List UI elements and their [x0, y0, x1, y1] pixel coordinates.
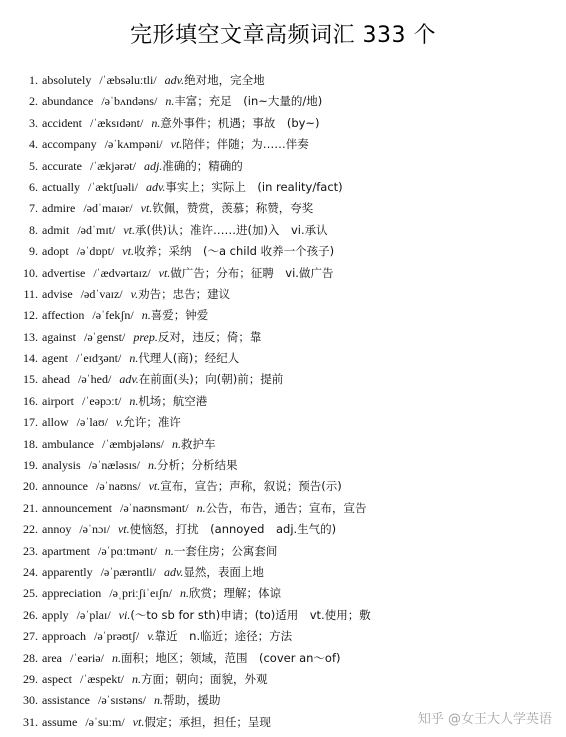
entry-part-of-speech: v.: [115, 415, 124, 430]
entry-number: 28.: [23, 650, 38, 665]
entry-phonetic: /əˈpɑːtmənt/: [97, 543, 157, 558]
entry-part-of-speech: vt.: [117, 522, 130, 537]
entry-number: 31.: [23, 714, 38, 729]
entry-definition: 一套住房；公寓套间: [173, 543, 278, 558]
entry-part-of-speech: adv.: [145, 179, 166, 194]
entry-phonetic: /əˈsuːm/: [85, 714, 125, 729]
entry-phonetic: /ˈeɪdʒənt/: [76, 351, 122, 366]
vocab-entry: [0, 220, 566, 241]
vocabulary-list: [0, 70, 566, 733]
entry-part-of-speech: n.: [141, 308, 151, 323]
entry-word: assistance: [42, 693, 90, 708]
entry-part-of-speech: adv.: [119, 372, 139, 387]
vocab-entry: [0, 648, 566, 669]
entry-part-of-speech: n.: [151, 115, 161, 130]
vocab-entry: [0, 91, 566, 112]
entry-part-of-speech: vt.: [170, 137, 183, 152]
vocab-entry: [0, 626, 566, 647]
entry-definition: 代理人(商)；经纪人: [138, 351, 240, 366]
entry-part-of-speech: n.: [153, 693, 163, 708]
entry-number: 11.: [23, 286, 38, 301]
vocab-entry: [0, 476, 566, 497]
entry-number: 27.: [23, 629, 38, 644]
entry-definition: 方面；朝向；面貌，外观: [140, 671, 268, 686]
entry-phonetic: /ˈækjərət/: [89, 158, 136, 173]
entry-part-of-speech: n.: [148, 458, 157, 473]
entry-definition: (～to sb for sth)申请；(to)适用 vt.使用；敷: [130, 607, 371, 622]
entry-definition: 准确的；精确的: [162, 158, 243, 173]
vocab-entry: [0, 113, 566, 134]
entry-phonetic: /ədˈmɪt/: [77, 222, 116, 237]
entry-number: 2.: [29, 94, 38, 109]
entry-definition: 显然，表面上地: [183, 564, 264, 579]
entry-definition: 公告，布告，通告；宣布，宣告: [205, 500, 367, 515]
entry-word: against: [42, 329, 76, 344]
entry-part-of-speech: n.: [196, 500, 206, 515]
entry-phonetic: /əˌpriːʃiˈeɪʃn/: [109, 586, 172, 601]
entry-word: announce: [42, 479, 88, 494]
entry-part-of-speech: prep.: [133, 329, 158, 344]
entry-phonetic: /ˈæbsəluːtli/: [99, 73, 157, 87]
entry-word: announcement: [42, 500, 112, 515]
entry-definition: 靠近 n.临近；途径；方法: [154, 629, 293, 644]
entry-phonetic: /ədˈvaɪz/: [80, 286, 123, 301]
entry-number: 29.: [23, 671, 38, 686]
entry-part-of-speech: vt.: [158, 265, 171, 280]
entry-definition: 收养；采纳 (～a child 收养一个孩子): [133, 244, 335, 259]
entry-word: adopt: [42, 244, 69, 259]
entry-word: admire: [42, 201, 76, 216]
entry-definition: 做广告；分布；征聘 vi.做广告: [170, 265, 334, 280]
entry-part-of-speech: n.: [179, 586, 189, 601]
entry-part-of-speech: vt.: [123, 222, 135, 237]
entry-number: 9.: [29, 244, 38, 259]
vocab-entry: [0, 669, 566, 690]
entry-number: 12.: [23, 308, 38, 323]
entry-word: abundance: [42, 94, 94, 109]
entry-number: 22.: [23, 522, 38, 537]
entry-part-of-speech: vi.: [118, 607, 131, 622]
entry-word: actually: [42, 179, 80, 194]
entry-number: 24.: [23, 564, 38, 579]
entry-number: 5.: [29, 158, 38, 173]
entry-number: 6.: [29, 179, 38, 194]
vocab-entry: [0, 519, 566, 540]
vocab-entry: [0, 70, 566, 91]
entry-word: admit: [42, 222, 70, 237]
vocab-entry: [0, 498, 566, 519]
vocab-entry: [0, 348, 566, 369]
entry-phonetic: /ˈæktʃuəli/: [87, 179, 138, 194]
entry-number: 13.: [23, 329, 38, 344]
vocab-entry: [0, 156, 566, 177]
entry-phonetic: /ˈæspekt/: [79, 671, 124, 686]
entry-number: 3.: [29, 115, 38, 130]
vocab-entry: [0, 434, 566, 455]
entry-definition: 在前面(头)；向(朝)前；提前: [138, 372, 284, 387]
vocab-entry: [0, 391, 566, 412]
entry-number: 23.: [23, 543, 38, 558]
entry-word: assume: [42, 714, 78, 729]
vocab-entry: [0, 455, 566, 476]
entry-phonetic: /əˈfekʃn/: [92, 308, 134, 323]
entry-word: agent: [42, 351, 68, 366]
entry-word: accompany: [42, 137, 97, 152]
entry-definition: 喜爱；钟爱: [150, 308, 209, 323]
vocab-entry: [0, 327, 566, 348]
entry-number: 4.: [29, 137, 38, 152]
entry-word: annoy: [42, 522, 72, 537]
vocab-entry: [0, 583, 566, 604]
entry-word: advise: [42, 286, 73, 301]
entry-word: ambulance: [42, 436, 94, 451]
entry-definition: 反对，违反；倚；靠: [157, 329, 262, 344]
entry-phonetic: /ədˈmaɪər/: [83, 201, 133, 216]
entry-number: 30.: [23, 693, 38, 708]
entry-part-of-speech: adj.: [143, 158, 163, 173]
entry-phonetic: /əˈnaʊnsmənt/: [119, 500, 189, 515]
entry-phonetic: /əˈbʌndəns/: [101, 94, 158, 109]
entry-word: appreciation: [42, 586, 102, 601]
entry-part-of-speech: adv.: [164, 73, 185, 87]
entry-number: 10.: [23, 265, 38, 280]
vocab-entry: [0, 134, 566, 155]
entry-phonetic: /ˈæmbjələns/: [101, 436, 164, 451]
entry-number: 18.: [23, 436, 38, 451]
entry-phonetic: /əˈpærəntli/: [100, 564, 156, 579]
vocab-entry: [0, 241, 566, 262]
entry-part-of-speech: v.: [130, 286, 139, 301]
entry-word: approach: [42, 629, 86, 644]
vocab-entry: [0, 605, 566, 626]
entry-word: apply: [42, 607, 69, 622]
entry-word: airport: [42, 393, 74, 408]
watermark: 知乎 @女王大人学英语: [417, 712, 552, 727]
entry-part-of-speech: vt.: [140, 201, 153, 216]
entry-definition: 欣赏；理解；体谅: [188, 586, 281, 601]
entry-definition: 绝对地，完全地: [184, 73, 265, 87]
entry-phonetic: /əˈdɒpt/: [76, 244, 115, 259]
entry-word: affection: [42, 308, 85, 323]
entry-phonetic: /ˈædvərtaɪz/: [93, 265, 151, 280]
entry-definition: 陪伴；伴随；为……伴奏: [182, 137, 309, 152]
entry-part-of-speech: n.: [171, 436, 181, 451]
entry-part-of-speech: n.: [164, 543, 174, 558]
entry-word: accident: [42, 115, 82, 130]
entry-definition: 机场；航空港: [138, 393, 208, 408]
entry-definition: 假定；承担，担任；呈现: [144, 714, 271, 729]
vocab-entry: [0, 263, 566, 284]
entry-word: absolutely: [42, 73, 92, 87]
vocab-entry: [0, 369, 566, 390]
entry-phonetic: /əˈnæləsɪs/: [88, 458, 140, 473]
entry-number: 20.: [23, 479, 38, 494]
entry-number: 7.: [29, 201, 38, 216]
entry-word: allow: [42, 415, 69, 430]
entry-word: ahead: [42, 372, 70, 387]
entry-number: 26.: [23, 607, 38, 622]
entry-definition: 使恼怒，打扰 (annoyed adj.生气的): [129, 522, 337, 537]
vocab-entry: [0, 412, 566, 433]
page-title: 完形填空文章高频词汇 333 个: [130, 23, 436, 48]
entry-word: accurate: [42, 158, 82, 173]
entry-word: advertise: [42, 265, 86, 280]
entry-definition: 分析；分析结果: [157, 458, 238, 473]
entry-phonetic: /ˈeəpɔːt/: [82, 393, 122, 408]
entry-number: 16.: [23, 393, 38, 408]
entry-phonetic: /əˈhed/: [77, 372, 112, 387]
entry-number: 8.: [29, 222, 38, 237]
entry-definition: 事实上；实际上 (in reality/fact): [165, 179, 343, 194]
entry-part-of-speech: vt.: [132, 714, 145, 729]
entry-number: 21.: [23, 500, 38, 515]
vocab-entry: [0, 305, 566, 326]
entry-part-of-speech: n.: [129, 351, 139, 366]
entry-word: area: [42, 650, 62, 665]
entry-word: apparently: [42, 564, 93, 579]
entry-number: 17.: [23, 415, 38, 430]
entry-phonetic: /ˈeəriə/: [69, 650, 104, 665]
entry-definition: 承(供)认；准许……进(加)入 vi.承认: [135, 222, 328, 237]
entry-definition: 意外事件；机遇；事故 (by~): [160, 115, 320, 130]
entry-part-of-speech: n.: [131, 671, 141, 686]
entry-part-of-speech: vt.: [122, 244, 134, 259]
entry-phonetic: /əˈnɔɪ/: [79, 522, 110, 537]
vocab-entry: [0, 284, 566, 305]
entry-phonetic: /əˈsɪstəns/: [97, 693, 146, 708]
entry-phonetic: /əˈlaʊ/: [76, 415, 108, 430]
vocab-entry: [0, 541, 566, 562]
entry-number: 15.: [23, 372, 38, 387]
entry-part-of-speech: n.: [129, 393, 139, 408]
entry-word: apartment: [42, 543, 90, 558]
entry-number: 19.: [23, 458, 38, 473]
entry-phonetic: /əˈprəʊtʃ/: [93, 629, 140, 644]
entry-definition: 宣布，宣告；声称，叙说；预告(示): [160, 479, 342, 494]
entry-definition: 丰富；充足 (in~大量的/地): [174, 94, 323, 109]
vocab-entry: [0, 177, 566, 198]
entry-definition: 帮助，援助: [162, 693, 221, 708]
entry-word: aspect: [42, 671, 72, 686]
entry-part-of-speech: v.: [147, 629, 155, 644]
entry-phonetic: /əˈgenst/: [84, 329, 126, 344]
entry-definition: 允许；准许: [123, 415, 181, 430]
entry-part-of-speech: adv.: [163, 564, 184, 579]
entry-definition: 救护车: [180, 436, 216, 451]
entry-phonetic: /əˈplaɪ/: [76, 607, 111, 622]
entry-definition: 劝告；忠告；建议: [138, 286, 231, 301]
entry-number: 14.: [23, 351, 38, 366]
vocab-entry: [0, 198, 566, 219]
entry-definition: 面积；地区；领域，范围 (cover an～of): [120, 650, 341, 665]
entry-word: analysis: [42, 458, 81, 473]
entry-part-of-speech: vt.: [148, 479, 161, 494]
entry-definition: 钦佩，赞赏，羡慕；称赞，夸奖: [152, 201, 314, 216]
entry-part-of-speech: n.: [165, 94, 175, 109]
entry-number: 25.: [23, 586, 38, 601]
entry-phonetic: /əˈkʌmpəni/: [104, 137, 163, 152]
vocab-entry: [0, 562, 566, 583]
entry-number: 1.: [29, 73, 38, 87]
entry-phonetic: /əˈnaʊns/: [95, 479, 141, 494]
entry-part-of-speech: n.: [111, 650, 121, 665]
entry-phonetic: /ˈæksɪdənt/: [89, 115, 144, 130]
